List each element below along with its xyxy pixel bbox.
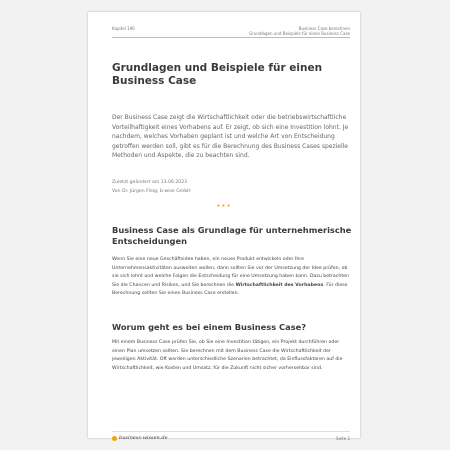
section2-paragraph: Mit einem Business Case prüfen Sie, ob Sie eine Investition tätigen, ein Projekt durchführen oder einen Plan umsetzen sollten. Sie berechnen mit dem Business Case die Wirtschaftlichkeit der jeweiligen Aktivität. Oft werden unterschiedliche Szenarien betrachtet, da Einflussfaktoren auf die Wirtschaftlichkeit, wie Kosten und Umsatz, für die Zukunft nicht sicher vorhersehbar sind. xyxy=(112,340,343,371)
footer-logo-text: business-wissen.de xyxy=(119,435,168,441)
page-number: Seite 2 xyxy=(336,436,350,441)
header-right-line1: Business Case berechnen xyxy=(298,26,350,31)
author-line: Von Dr. Jürgen Fleig, b-wise GmbH xyxy=(112,188,191,194)
section1-paragraph xyxy=(112,256,352,299)
section1-text-bold: Wirtschaftlichkeit des Vorhabens xyxy=(235,282,324,288)
logo-dot-icon xyxy=(112,436,117,441)
updated-date: Zuletzt geändert am 13.06.2023 xyxy=(112,180,188,185)
header-right-line2: Grundlagen und Beispiele für einen Business Case xyxy=(249,31,350,36)
section1-text-before: Wenn Sie eine neue Geschäftsidee haben, ein neues Produkt entwickeln oder Ihre Unternehmensaktivitäten ausweiten wollen, dann sollten Sie vor der Umsetzung der Idee prüfen, ob sie sich lohnt und welche Folgen die Entscheidung für eine Umsetzung haben kann. Dazu betrachten Sie die Chancen und Risiken, und Sie berechnen die xyxy=(112,257,350,288)
footer-rule xyxy=(112,431,350,432)
section-divider: ••• xyxy=(216,202,232,210)
section2-heading: Worum geht es bei einem Business Case? xyxy=(112,322,307,332)
section1-heading: Business Case als Grundlage für unternehmerische Entscheidungen xyxy=(112,225,352,246)
intro-paragraph: Der Business Case zeigt die Wirtschaftlichkeit oder die betriebswirtschaftliche Vorteilhaftigkeit eines Vorhabens auf. Er zeigt, ob sich eine Investition lohnt. Je nachdem, welches Vorhaben geplant ist und welche Art von Entscheidung getroffen werden soll, gibt es für die Berechnung des Business Cases spezielle Methoden und Aspekte, die zu beachten sind. xyxy=(112,114,349,159)
header-chapter: Kapitel 190 xyxy=(112,26,135,31)
header-rule xyxy=(112,37,350,38)
footer-logo xyxy=(112,435,168,441)
document-page xyxy=(88,12,360,441)
page-title: Grundlagen und Beispiele für einen Business Case xyxy=(112,62,323,87)
section1-text-after: . Für diese Berechnung sollten Sie einen Business Case erstellen. xyxy=(112,282,348,296)
article-meta xyxy=(112,179,352,196)
header-right xyxy=(249,26,350,36)
